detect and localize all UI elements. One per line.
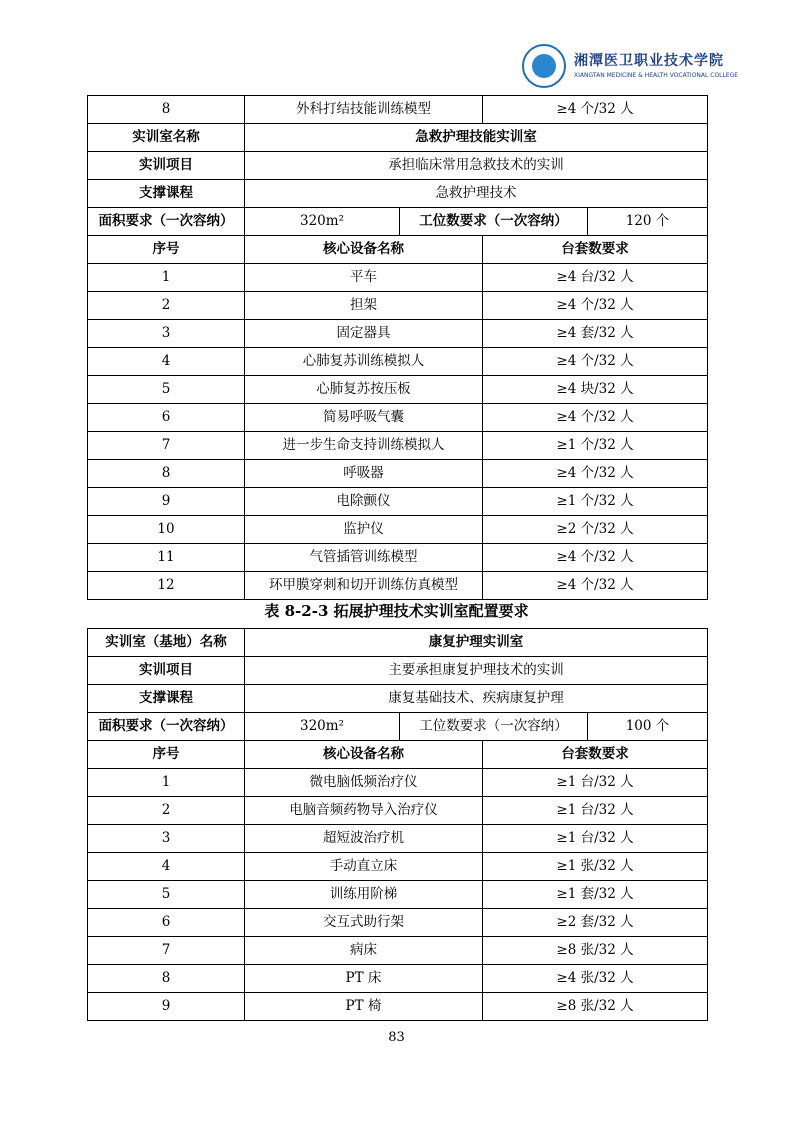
school-logo: [522, 44, 739, 92]
project-value: 主要承担康复护理技术的实训: [245, 657, 708, 685]
row-number: 8: [88, 460, 245, 488]
station-label: 工位数要求（一次容纳）: [400, 713, 588, 741]
table-row: [88, 124, 708, 152]
table-row: [88, 629, 708, 657]
equipment-name: 电除颤仪: [245, 488, 483, 516]
table-row: [88, 881, 708, 909]
table-row: [88, 488, 708, 516]
row-number: 6: [88, 404, 245, 432]
room-name-label: 实训室（基地）名称: [88, 629, 245, 657]
row-number: 7: [88, 937, 245, 965]
equipment-name: 心肺复苏训练模拟人: [245, 348, 483, 376]
equipment-name: 手动直立床: [245, 853, 483, 881]
equipment-quantity: ≥1 套/32 人: [483, 881, 708, 909]
row-number: 11: [88, 544, 245, 572]
equipment-name: 气管插管训练模型: [245, 544, 483, 572]
row-number: 9: [88, 993, 245, 1021]
table-row: [88, 853, 708, 881]
course-value: 急救护理技术: [245, 180, 708, 208]
equipment-name: 固定器具: [245, 320, 483, 348]
table-caption: 表 8-2-3 拓展护理技术实训室配置要求: [264, 602, 529, 620]
equipment-name: 简易呼吸气囊: [245, 404, 483, 432]
equipment-name: 电脑音频药物导入治疗仪: [245, 797, 483, 825]
table-row: [88, 769, 708, 797]
emergency-nursing-lab-table: [87, 95, 708, 600]
school-emblem-icon: [522, 44, 566, 88]
equipment-quantity: ≥4 个/32 人: [483, 292, 708, 320]
column-header-quantity: 台套数要求: [483, 236, 708, 264]
room-name-value: 康复护理实训室: [245, 629, 708, 657]
column-header-number: 序号: [88, 741, 245, 769]
project-label: 实训项目: [88, 657, 245, 685]
area-value: 320m²: [245, 208, 400, 236]
school-name: 湘潭医卫职业技术学院: [574, 53, 724, 69]
course-label: 支撑课程: [88, 180, 245, 208]
table-row: [88, 713, 708, 741]
row-number: 1: [88, 264, 245, 292]
equipment-name: 平车: [245, 264, 483, 292]
row-number: 5: [88, 881, 245, 909]
equipment-quantity: ≥1 台/32 人: [483, 797, 708, 825]
row-number: 2: [88, 292, 245, 320]
equipment-name: 超短波治疗机: [245, 825, 483, 853]
column-header-name: 核心设备名称: [245, 741, 483, 769]
table-row: [88, 993, 708, 1021]
course-value: 康复基础技术、疾病康复护理: [245, 685, 708, 713]
station-value: 120 个: [588, 208, 708, 236]
row-number: 4: [88, 348, 245, 376]
row-number: 2: [88, 797, 245, 825]
table-row: [88, 685, 708, 713]
row-number: 1: [88, 769, 245, 797]
equipment-name: 进一步生命支持训练模拟人: [245, 432, 483, 460]
equipment-quantity: ≥1 个/32 人: [483, 488, 708, 516]
table-row: [88, 292, 708, 320]
table-row: [88, 264, 708, 292]
equipment-quantity: ≥2 个/32 人: [483, 516, 708, 544]
row-number: 6: [88, 909, 245, 937]
equipment-quantity: ≥4 个/32 人: [483, 348, 708, 376]
table-row: [88, 320, 708, 348]
equipment-quantity: ≥4 个/32 人: [483, 544, 708, 572]
table-row: [88, 376, 708, 404]
equipment-name: 呼吸器: [245, 460, 483, 488]
table-row: [88, 348, 708, 376]
table-row: [88, 152, 708, 180]
row-number: 8: [88, 96, 245, 124]
table-row: [88, 432, 708, 460]
equipment-name: 训练用阶梯: [245, 881, 483, 909]
equipment-name: 外科打结技能训练模型: [245, 96, 483, 124]
row-number: 3: [88, 320, 245, 348]
equipment-name: 交互式助行架: [245, 909, 483, 937]
table-row: [88, 208, 708, 236]
table-row: [88, 657, 708, 685]
equipment-name: PT 床: [245, 965, 483, 993]
table-header-row: [88, 236, 708, 264]
equipment-quantity: ≥4 张/32 人: [483, 965, 708, 993]
table-row: [88, 544, 708, 572]
equipment-name: 监护仪: [245, 516, 483, 544]
table-row: [88, 96, 708, 124]
project-value: 承担临床常用急救技术的实训: [245, 152, 708, 180]
equipment-name: PT 椅: [245, 993, 483, 1021]
row-number: 12: [88, 572, 245, 600]
column-header-quantity: 台套数要求: [483, 741, 708, 769]
equipment-quantity: ≥4 个/32 人: [483, 460, 708, 488]
table-row: [88, 937, 708, 965]
area-label: 面积要求（一次容纳）: [88, 713, 245, 741]
school-name-en: XIANGTAN MEDICINE & HEALTH VOCATIONAL COLLEGE: [574, 72, 739, 79]
equipment-quantity: ≥2 套/32 人: [483, 909, 708, 937]
table-row: [88, 965, 708, 993]
room-name-label: 实训室名称: [88, 124, 245, 152]
equipment-name: 病床: [245, 937, 483, 965]
rehab-nursing-lab-table: [87, 628, 708, 1021]
equipment-quantity: ≥8 张/32 人: [483, 937, 708, 965]
equipment-quantity: ≥1 张/32 人: [483, 853, 708, 881]
table-row: [88, 460, 708, 488]
row-number: 5: [88, 376, 245, 404]
table-row: [88, 825, 708, 853]
row-number: 8: [88, 965, 245, 993]
equipment-quantity: ≥4 块/32 人: [483, 376, 708, 404]
row-number: 9: [88, 488, 245, 516]
equipment-quantity: ≥4 套/32 人: [483, 320, 708, 348]
table-row: [88, 180, 708, 208]
area-value: 320m²: [245, 713, 400, 741]
equipment-quantity: ≥8 张/32 人: [483, 993, 708, 1021]
equipment-quantity: ≥4 台/32 人: [483, 264, 708, 292]
row-number: 3: [88, 825, 245, 853]
station-label: 工位数要求（一次容纳）: [400, 208, 588, 236]
station-value: 100 个: [588, 713, 708, 741]
equipment-name: 环甲膜穿刺和切开训练仿真模型: [245, 572, 483, 600]
project-label: 实训项目: [88, 152, 245, 180]
equipment-quantity: ≥4 个/32 人: [483, 404, 708, 432]
page-number: 83: [388, 1030, 405, 1045]
table-row: [88, 797, 708, 825]
row-number: 4: [88, 853, 245, 881]
row-number: 7: [88, 432, 245, 460]
equipment-name: 担架: [245, 292, 483, 320]
equipment-name: 微电脑低频治疗仪: [245, 769, 483, 797]
equipment-quantity: ≥1 台/32 人: [483, 825, 708, 853]
room-name-value: 急救护理技能实训室: [245, 124, 708, 152]
row-number: 10: [88, 516, 245, 544]
equipment-quantity: ≥1 台/32 人: [483, 769, 708, 797]
equipment-quantity: ≥4 个/32 人: [483, 96, 708, 124]
equipment-quantity: ≥1 个/32 人: [483, 432, 708, 460]
column-header-name: 核心设备名称: [245, 236, 483, 264]
table-row: [88, 516, 708, 544]
table-row: [88, 572, 708, 600]
area-label: 面积要求（一次容纳）: [88, 208, 245, 236]
table-row: [88, 909, 708, 937]
table-header-row: [88, 741, 708, 769]
table-row: [88, 404, 708, 432]
course-label: 支撑课程: [88, 685, 245, 713]
equipment-name: 心肺复苏按压板: [245, 376, 483, 404]
column-header-number: 序号: [88, 236, 245, 264]
equipment-quantity: ≥4 个/32 人: [483, 572, 708, 600]
